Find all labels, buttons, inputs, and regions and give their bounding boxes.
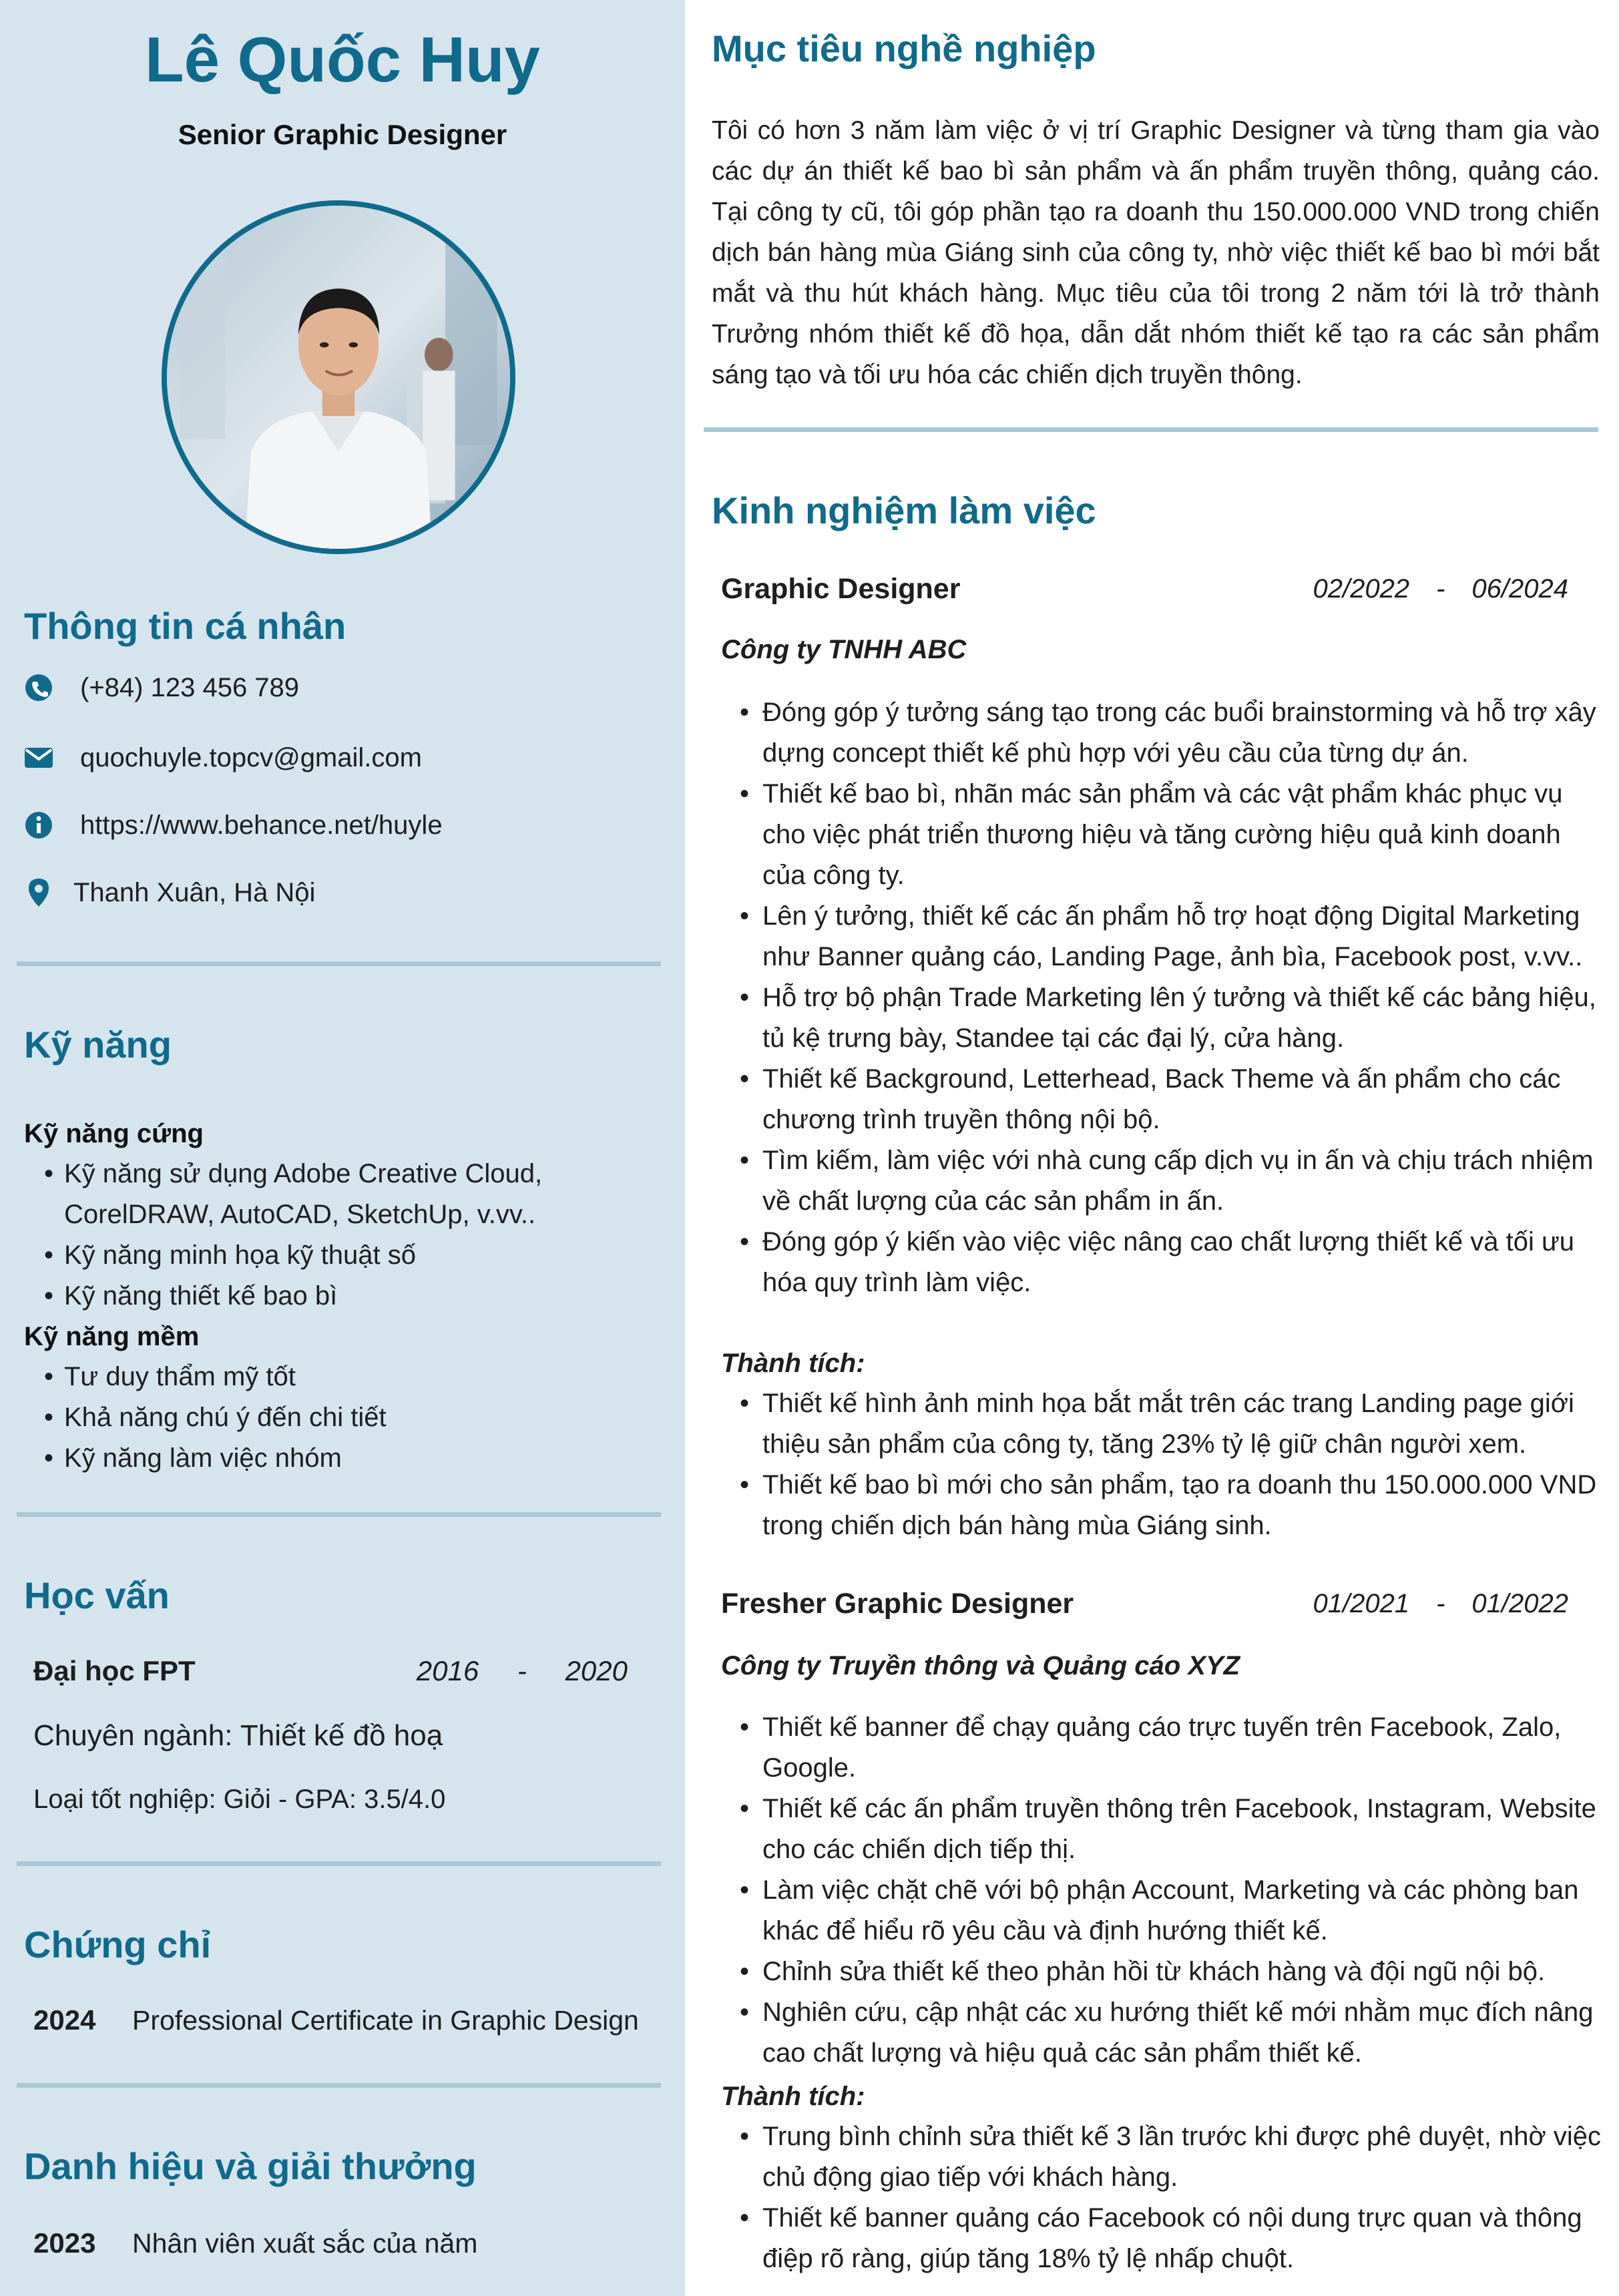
education-end: 2020 bbox=[565, 1655, 628, 1686]
list-item: • Lên ý tưởng, thiết kế các ấn phẩm hỗ trợ hoạt động Digital Marketing như Banner quảng cáo, Landing Page, ảnh bìa, Facebook post, v.vv.. bbox=[721, 896, 1602, 977]
objective-heading: Mục tiêu nghề nghiệp bbox=[712, 27, 1096, 69]
contact-address bbox=[24, 873, 315, 913]
list-item: • Kỹ năng thiết kế bao bì bbox=[24, 1276, 578, 1317]
job-dates bbox=[1313, 569, 1568, 609]
job-title: Graphic Designer bbox=[721, 573, 961, 605]
certificates-heading: Chứng chỉ bbox=[24, 1923, 212, 1966]
award-name: Nhân viên xuất sắc của năm bbox=[132, 2228, 478, 2259]
list-item: • Nghiên cứu, cập nhật các xu hướng thiết kế mới nhằm mục đích nâng cao chất lượng và hiệu quả các sản phẩm thiết kế. bbox=[721, 1992, 1602, 2074]
company-name: Công ty TNHH ABC bbox=[721, 635, 967, 664]
contact-email[interactable] bbox=[24, 738, 422, 778]
divider bbox=[17, 2083, 661, 2088]
list-item: • Làm việc chặt chẽ với bộ phận Account, Marketing và các phòng ban khác để hiểu rõ yêu cầu và định hướng thiết kế. bbox=[721, 1870, 1602, 1951]
date-separator: - bbox=[1436, 574, 1445, 604]
job-title: Fresher Graphic Designer bbox=[721, 1588, 1074, 1620]
divider bbox=[704, 427, 1598, 432]
candidate-name: Lê Quốc Huy bbox=[144, 24, 541, 95]
award-year: 2023 bbox=[33, 2227, 96, 2259]
job-start: 01/2021 bbox=[1313, 1589, 1410, 1618]
envelope-icon bbox=[24, 743, 53, 772]
job-achievements-list bbox=[721, 1383, 1602, 1546]
job-start: 02/2022 bbox=[1313, 574, 1410, 604]
objective-text: Tôi có hơn 3 năm làm việc ở vị trí Graphic Designer và từng tham gia vào các dự án thiết kế bao bì sản phẩm và ấn phẩm truyền thông, quảng cáo. Tại công ty cũ, tôi góp phần tạo ra doanh thu 150.000.000 VND trong chiến dịch bán hàng mùa Giáng sinh của công ty, nhờ việc thiết kế bao bì mới bắt mắt và thu hút khách hàng. Mục tiêu của tôi trong 2 năm tới là trở thành Trưởng nhóm thiết kế đồ họa, dẫn dắt nhóm thiết kế tạo ra các sản phẩm sáng tạo và tối ưu hóa các chiến dịch truyền thông. bbox=[712, 116, 1600, 389]
phone-text: (+84) 123 456 789 bbox=[80, 672, 300, 702]
list-item: • Thiết kế các ấn phẩm truyền thông trên Facebook, Instagram, Website cho các chiến dịch tiếp thị. bbox=[721, 1789, 1602, 1870]
list-item: • Trung bình chỉnh sửa thiết kế 3 lần trước khi được phê duyệt, nhờ việc chủ động giao tiếp với khách hàng. bbox=[721, 2116, 1602, 2198]
company-name: Công ty Truyền thông và Quảng cáo XYZ bbox=[721, 1651, 1240, 1680]
list-item: • Chỉnh sửa thiết kế theo phản hồi từ khách hàng và đội ngũ nội bộ. bbox=[721, 1951, 1602, 1992]
list-item: • Thiết kế bao bì, nhãn mác sản phẩm và các vật phẩm khác phục vụ cho việc phát triển thương hiệu và tăng cường hiệu quả kinh doanh của công ty. bbox=[721, 774, 1602, 896]
info-icon bbox=[24, 811, 53, 840]
education-grade: Loại tốt nghiệp: Giỏi - GPA: 3.5/4.0 bbox=[33, 1785, 446, 1814]
contact-phone[interactable] bbox=[24, 668, 299, 708]
list-item: • Thiết kế banner quảng cáo Facebook có nội dung trực quan và thông điệp rõ ràng, giúp tăng 18% tỷ lệ nhấp chuột. bbox=[721, 2198, 1602, 2279]
list-item: • Kỹ năng sử dụng Adobe Creative Cloud, CorelDRAW, AutoCAD, SketchUp, v.vv.. bbox=[24, 1154, 578, 1235]
job-tasks-list bbox=[721, 692, 1602, 1303]
job-tasks-list bbox=[721, 1707, 1602, 2074]
divider bbox=[17, 1861, 661, 1866]
avatar bbox=[162, 200, 515, 554]
contact-heading: Thông tin cá nhân bbox=[24, 605, 346, 647]
email-text: quochuyle.topcv@gmail.com bbox=[80, 742, 422, 772]
job-achievements-list bbox=[721, 2116, 1602, 2279]
education-entry bbox=[33, 1651, 628, 1691]
list-item: • Kỹ năng làm việc nhóm bbox=[24, 1438, 625, 1479]
job-end: 06/2024 bbox=[1471, 574, 1568, 604]
sidebar bbox=[0, 0, 685, 2296]
list-item: • Đóng góp ý kiến vào việc việc nâng cao chất lượng thiết kế và tối ưu hóa quy trình làm việc. bbox=[721, 1222, 1602, 1303]
list-item: • Tìm kiếm, làm việc với nhà cung cấp dịch vụ in ấn và chịu trách nhiệm về chất lượng của các sản phẩm in ấn. bbox=[721, 1140, 1602, 1222]
list-item: • Hỗ trợ bộ phận Trade Marketing lên ý tưởng và thiết kế các bảng hiệu, tủ kệ trưng bày, Standee tại các đại lý, cửa hàng. bbox=[721, 977, 1602, 1059]
divider bbox=[17, 961, 661, 966]
soft-skills-heading: Kỹ năng mềm bbox=[24, 1322, 200, 1351]
list-item: • Kỹ năng minh họa kỹ thuật số bbox=[24, 1235, 578, 1276]
education-major: Chuyên ngành: Thiết kế đồ hoạ bbox=[33, 1719, 443, 1752]
education-dates bbox=[417, 1651, 628, 1691]
education-start: 2016 bbox=[416, 1655, 479, 1686]
job-dates bbox=[1313, 1584, 1568, 1624]
list-item: • Thiết kế banner để chạy quảng cáo trực tuyến trên Facebook, Zalo, Google. bbox=[721, 1707, 1602, 1789]
portrait-illustration bbox=[167, 206, 510, 549]
date-separator: - bbox=[1436, 1589, 1445, 1618]
list-item: • Tư duy thẩm mỹ tốt bbox=[24, 1357, 625, 1397]
soft-skills-list bbox=[24, 1357, 625, 1479]
divider bbox=[17, 1512, 661, 1517]
job-end: 01/2022 bbox=[1471, 1589, 1568, 1618]
school-name: Đại học FPT bbox=[33, 1655, 196, 1686]
main-content bbox=[685, 0, 1619, 2296]
certificate-year: 2024 bbox=[33, 2004, 96, 2036]
hard-skills-heading: Kỹ năng cứng bbox=[24, 1119, 204, 1148]
list-item: • Thiết kế Background, Letterhead, Back Theme và ấn phẩm cho các chương trình truyền thông nội bộ. bbox=[721, 1059, 1602, 1140]
list-item: • Khả năng chú ý đến chi tiết bbox=[24, 1397, 625, 1438]
awards-heading: Danh hiệu và giải thưởng bbox=[24, 2145, 477, 2187]
contact-website[interactable] bbox=[24, 805, 443, 845]
address-text: Thanh Xuân, Hà Nội bbox=[73, 877, 316, 907]
skills-heading: Kỹ năng bbox=[24, 1023, 172, 1066]
website-text: https://www.behance.net/huyle bbox=[80, 810, 443, 840]
experience-heading: Kinh nghiệm làm việc bbox=[712, 489, 1096, 531]
list-item: • Đóng góp ý tưởng sáng tạo trong các buổi brainstorming và hỗ trợ xây dựng concept thiết kế phù hợp với yêu cầu của từng dự án. bbox=[721, 692, 1602, 774]
location-pin-icon bbox=[24, 878, 53, 907]
date-separator: - bbox=[517, 1655, 527, 1686]
achievements-label: Thành tích: bbox=[721, 2082, 865, 2111]
list-item: • Thiết kế bao bì mới cho sản phẩm, tạo ra doanh thu 150.000.000 VND trong chiến dịch bán hàng mùa Giáng sinh. bbox=[721, 1465, 1602, 1546]
phone-icon bbox=[24, 673, 53, 702]
candidate-title: Senior Graphic Designer bbox=[178, 119, 507, 150]
list-item: • Thiết kế hình ảnh minh họa bắt mắt trên các trang Landing page giới thiệu sản phẩm của công ty, tăng 23% tỷ lệ giữ chân người xem. bbox=[721, 1383, 1602, 1465]
education-heading: Học vấn bbox=[24, 1574, 170, 1616]
certificate-name: Professional Certificate in Graphic Design bbox=[132, 2005, 639, 2036]
achievements-label: Thành tích: bbox=[721, 1349, 865, 1378]
hard-skills-list bbox=[24, 1154, 578, 1317]
